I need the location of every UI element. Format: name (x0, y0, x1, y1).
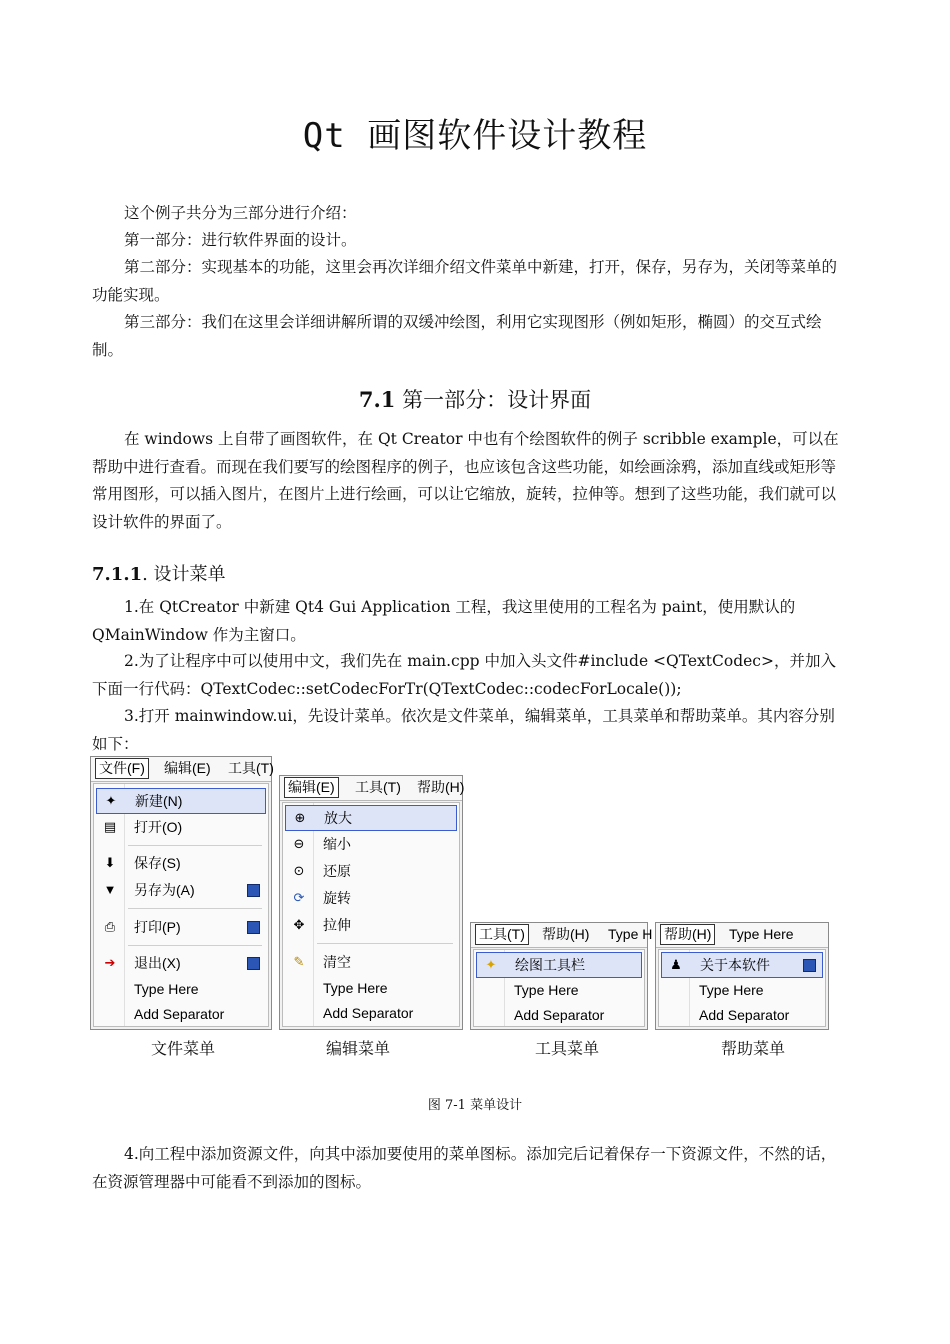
separator (128, 945, 262, 946)
tools-menu-caption: 工具菜单 (534, 1039, 599, 1058)
menubar (656, 923, 828, 948)
tools-menu-screenshot (470, 922, 653, 1030)
menubar (471, 923, 653, 948)
menu-item-label: 清空 (323, 954, 351, 970)
menu-item-rotate[interactable] (285, 886, 457, 910)
submenu-icon (247, 884, 260, 897)
menu-item-label: Type Here (134, 981, 199, 997)
menu-item-label: 打印(P) (134, 919, 181, 935)
menu-item-type-here[interactable] (285, 976, 457, 1000)
menu-item-label: Type Here (514, 982, 579, 998)
menu-item-zoom-out[interactable] (285, 832, 457, 856)
tools-dropdown (473, 949, 645, 1027)
intro-line-1: 这个例子共分为三部分进行介绍： (124, 204, 357, 222)
menu-item-print[interactable] (96, 915, 266, 939)
help-menu-caption: 帮助菜单 (720, 1039, 785, 1058)
menu-item-type-here[interactable] (96, 977, 266, 1001)
menubar-tools[interactable]: 工具(T) (475, 924, 529, 945)
menubar-help[interactable]: 帮助(H) (417, 779, 465, 795)
menu-item-new[interactable] (96, 788, 266, 814)
menu-item-label: 保存(S) (134, 855, 181, 871)
exit-icon: ➔ (104, 955, 116, 970)
submenu-icon (247, 921, 260, 934)
intro-line-4: 第三部分：我们在这里会详细讲解所谓的双缓冲绘图，利用它实现图形（例如矩形，椭圆）的交互式绘制。 (92, 313, 822, 359)
intro-line-2: 第一部分：进行软件界面的设计。 (124, 231, 357, 249)
menu-item-label: 放大 (324, 810, 352, 826)
separator (317, 943, 453, 944)
menu-item-clear[interactable] (285, 950, 457, 974)
section-title: 第一部分：设计界面 (395, 388, 592, 412)
open-folder-icon: ▤ (103, 819, 117, 834)
menu-item-type-here[interactable] (476, 978, 642, 1002)
menu-item-label: Add Separator (699, 1007, 790, 1023)
step-1: 1.在 QtCreator 中新建 Qt4 Gui Application 工程，我这里使用的工程名为 paint，使用默认的 QMainWindow 作为主窗口。 (92, 598, 796, 644)
menu-item-add-separator[interactable] (476, 1003, 642, 1027)
intro-line-3: 第二部分：实现基本的功能，这里会再次详细介绍文件菜单中新建，打开，保存，另存为，关闭等菜单的功能实现。 (92, 258, 838, 304)
menu-item-add-separator[interactable] (96, 1002, 266, 1026)
menu-item-label: Type Here (323, 980, 388, 996)
save-as-icon: ▼ (103, 882, 117, 897)
help-menu-screenshot (655, 922, 829, 1030)
step-4: 4.向工程中添加资源文件，向其中添加要使用的菜单图标。添加完后记着保存一下资源文件，不然的话，在资源管理器中可能看不到添加的图标。 (92, 1145, 837, 1191)
section-paragraph: 在 windows 上自带了画图软件，在 Qt Creator 中也有个绘图软件的例子 scribble example，可以在帮助中进行查看。而现在我们要写的绘图程序的例子，也应该包含这些功能，如绘画涂鸦，添加直线或矩形等常用图形，可以插入图片，在图片上进行绘画，可以让它缩放，旋转，拉伸等。想到了这些功能，我们就可以设计软件的界面了。 (92, 430, 839, 531)
rotate-icon: ⟳ (293, 890, 305, 905)
menu-item-about[interactable] (661, 952, 823, 978)
menubar-edit[interactable]: 编辑(E) (284, 777, 339, 798)
menu-item-label: Add Separator (134, 1006, 225, 1022)
printer-icon: ⎙ (104, 919, 116, 934)
section-heading (0, 384, 950, 414)
menu-item-save[interactable] (96, 851, 266, 875)
menubar-tools[interactable]: 工具(T) (355, 779, 401, 795)
menubar-type-here[interactable]: Type H (608, 926, 653, 942)
menu-item-label: 新建(N) (135, 793, 183, 809)
menubar-type-here[interactable]: Type Here (729, 926, 794, 942)
menu-item-restore[interactable] (285, 859, 457, 883)
menubar-help[interactable]: 帮助(H) (542, 926, 590, 942)
submenu-icon (803, 959, 816, 972)
menu-item-stretch[interactable] (285, 913, 457, 937)
star-icon: ✦ (485, 957, 497, 972)
file-menu-screenshot (90, 756, 272, 1030)
subsection-number: 7.1.1 (92, 564, 143, 585)
menubar (91, 757, 274, 782)
menu-item-label: 旋转 (323, 890, 351, 906)
menubar-help[interactable]: 帮助(H) (660, 924, 715, 945)
menubar-tools[interactable]: 工具(T) (228, 760, 274, 776)
menu-item-add-separator[interactable] (661, 1003, 823, 1027)
menu-item-save-as[interactable] (96, 878, 266, 902)
menu-item-exit[interactable] (96, 951, 266, 975)
penguin-icon: ♟ (670, 957, 682, 972)
figure-caption: 图 7-1 菜单设计 (427, 1098, 523, 1113)
menu-item-label: 关于本软件 (700, 957, 770, 973)
menubar-file[interactable]: 文件(F) (95, 758, 149, 779)
menu-item-label: 另存为(A) (134, 882, 195, 898)
menu-item-drawing-toolbar[interactable] (476, 952, 642, 978)
file-dropdown (93, 783, 269, 1027)
edit-dropdown (282, 802, 460, 1027)
section-number: 7.1 (358, 387, 396, 412)
menu-item-open[interactable] (96, 815, 266, 839)
separator (128, 908, 262, 909)
menu-item-zoom-in[interactable] (285, 805, 457, 831)
menu-item-label: 绘图工具栏 (515, 957, 585, 973)
menu-item-label: 拉伸 (323, 917, 351, 933)
help-dropdown (658, 949, 826, 1027)
menubar-edit[interactable]: 编辑(E) (164, 760, 211, 776)
menu-item-type-here[interactable] (661, 978, 823, 1002)
menu-item-label: 缩小 (323, 836, 351, 852)
menu-item-label: 退出(X) (134, 955, 181, 971)
menu-item-label: Add Separator (514, 1007, 605, 1023)
broom-icon: ✎ (293, 954, 305, 969)
menu-item-label: 还原 (323, 863, 351, 879)
zoom-reset-icon: ⊙ (293, 863, 305, 878)
menu-item-label: Add Separator (323, 1005, 414, 1021)
step-3: 3.打开 mainwindow.ui，先设计菜单。依次是文件菜单，编辑菜单，工具菜单和帮助菜单。其内容分别如下： (92, 707, 835, 753)
subsection-title: . 设计菜单 (142, 564, 226, 585)
menu-item-label: 打开(O) (134, 819, 183, 835)
separator (128, 845, 262, 846)
file-menu-caption: 文件菜单 (150, 1039, 215, 1058)
edit-menu-screenshot (279, 775, 463, 1030)
step-2: 2.为了让程序中可以使用中文，我们先在 main.cpp 中加入头文件#include <QTextCodec>，并加入下面一行代码：QTextCodec::setCodecForTr(QTextCodec::codecForLocale()); (92, 652, 836, 698)
page-title: Qt 画图软件设计教程 (302, 116, 648, 156)
edit-menu-caption: 编辑菜单 (325, 1039, 390, 1058)
subsection-heading (92, 560, 226, 586)
save-icon: ⬇ (104, 855, 116, 870)
zoom-out-icon: ⊖ (293, 836, 305, 851)
new-file-icon: ✦ (105, 793, 117, 808)
submenu-icon (247, 957, 260, 970)
stretch-icon: ✥ (293, 917, 305, 932)
zoom-in-icon: ⊕ (294, 810, 306, 825)
menu-item-add-separator[interactable] (285, 1001, 457, 1025)
menubar (280, 776, 465, 801)
menu-item-label: Type Here (699, 982, 764, 998)
